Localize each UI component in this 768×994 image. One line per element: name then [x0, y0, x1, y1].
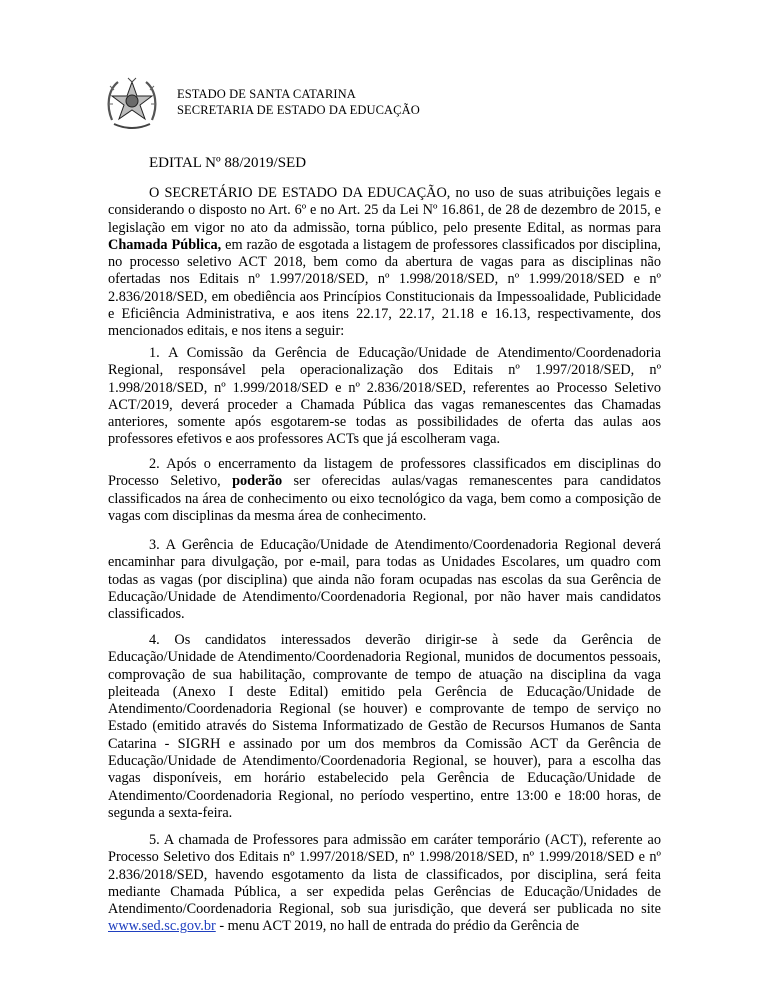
item-2-bold: poderão — [232, 473, 283, 490]
item-5-paragraph — [108, 832, 661, 936]
item-1-text: 1. A Comissão da Gerência de Educação/Unidade de Atendimento/Coordenadoria Regional, responsável pela operacionalização dos Editais nº 1.997/2018/SED, nº 1.998/2018/SED, nº 1.999/2018/SED e nº 2.836/2018/SED, referentes ao Processo Seletivo ACT/2019, deverá proceder a Chamada Pública das vagas remanescentes das Chamadas anteriores, somente após esgotarem-se todas as possibilidades de oferta das aulas aos professores efetivos e aos professores ACTs que já escolheram vaga. — [108, 345, 661, 448]
item-2-text-2: ser oferecidas aulas/vagas remanescentes para candidatos classificados na área de conhecimento ou eixo tecnológico da vaga, bem como a composição de vagas com disciplinas da mesma área de conhecimento. — [108, 473, 661, 524]
item-2-paragraph — [108, 456, 661, 525]
header-secretariat: SECRETARIA DE ESTADO DA EDUCAÇÃO — [177, 103, 420, 117]
preamble-text-1: O SECRETÁRIO DE ESTADO DA EDUCAÇÃO, no uso de suas atribuições legais e considerando o disposto no Art. 6º e no Art. 25 da Lei Nº 16.861, de 28 de dezembro de 2015, e legislação em vigor no ato da admissão, torna público, pelo presente Edital, as normas para — [108, 185, 661, 236]
preamble-paragraph — [108, 185, 661, 341]
item-4-text: 4. Os candidatos interessados deverão dirigir-se à sede da Gerência de Educação/Unidade de Atendimento/Coordenadoria Regional, munidos de documentos pessoais, comprovação de sua habilitação, comprovante de tempo de atuação na disciplina da vaga pleiteada (Anexo I deste Edital) emitido pela Gerência de Educação/Unidade de Atendimento/Coordenadoria Regional (se houver) e comprovante de tempo de serviço no Estado (emitido através do Sistema Informatizado de Gestão de Recursos Humanos de Santa Catarina - SIGRH e assinado por um dos membros da Comissão ACT da Gerência de Educação/Unidade de Atendimento/Coordenadoria Regional, se houver), para a escolha das vagas disponíveis, em horário estabelecido pela Gerência de Educação/Unidade de Atendimento/Coordenadoria Regional, no período vespertino, entre 13:00 e 18:00 horas, de segunda a sexta-feira. — [108, 632, 661, 821]
preamble-bold: Chamada Pública, — [108, 236, 222, 253]
header-state: ESTADO DE SANTA CATARINA — [177, 87, 356, 101]
edital-title: EDITAL Nº 88/2019/SED — [149, 155, 307, 171]
item-1-paragraph — [108, 345, 661, 449]
item-3-text: 3. A Gerência de Educação/Unidade de Atendimento/Coordenadoria Regional deverá encaminhar para divulgação, por e-mail, para todas as Unidades Escolares, um quadro com todas as vagas (por disciplina) que ainda não foram ocupadas nas escolas da sua Gerência de Educação/Unidade de Atendimento/Coordenadoria Regional, por não haver mais candidatos classificados. — [108, 537, 661, 623]
item-3-paragraph — [108, 537, 661, 623]
item-5-text-1: 5. A chamada de Professores para admissão em caráter temporário (ACT), referente ao Processo Seletivo dos Editais nº 1.997/2018/SED, nº 1.998/2018/SED, nº 1.999/2018/SED e nº 2.836/2018/SED, havendo esgotamento da lista de classificados, por disciplina, será feita mediante Chamada Pública, a ser expedida pelas Gerências de Educação/Unidades de Atendimento/Coordenadoria Regional, sob sua jurisdição, que deverá ser publicada no site — [108, 832, 661, 918]
state-coat-of-arms-icon — [104, 76, 160, 134]
item-2-text-1: 2. Após o encerramento da listagem de professores classificados em disciplinas do Processo Seletivo, — [108, 456, 661, 490]
item-4-paragraph — [108, 632, 661, 822]
sed-website-link[interactable]: www.sed.sc.gov.br — [108, 918, 216, 935]
preamble-text-2: em razão de esgotada a listagem de professores classificados por disciplina, no processo seletivo ACT 2018, bem como da abertura de vagas para as disciplinas não ofertadas nos Editais nº 1.997/2018/SED, nº 1.998/2018/SED, nº 1.999/2018/SED e nº 2.836/2018/SED, em obediência aos Princípios Constitucionais da Impessoalidade, Publicidade e Eficiência Administrativa, e aos itens 22.17, 22.17, 21.18 e 16.13, respectivamente, dos mencionados editais, e nos itens a seguir: — [108, 236, 661, 340]
item-5-text-2: - menu ACT 2019, no hall de entrada do prédio da Gerência de — [215, 918, 580, 935]
